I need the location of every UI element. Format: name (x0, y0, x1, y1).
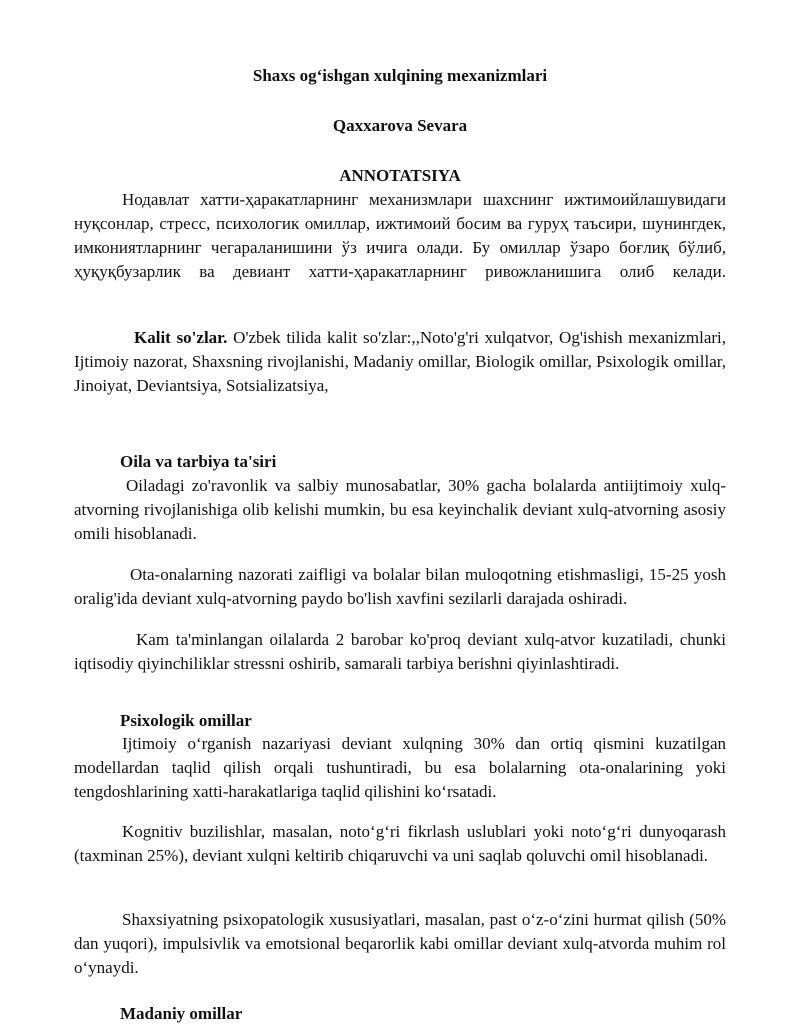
keywords-paragraph (74, 326, 726, 398)
abstract-text: Нодавлат хатти-ҳаракатларнинг механизмлари шахснинг ижтимоийлашувидаги нуқсонлар, стресс, психологик омиллар, ижтимоий босим ва гуруҳ таъсири, шунингдек, имкониятларнинг чегараланишини ўз ичига олади. Бу омиллар ўзаро боғлиқ бўлиб, ҳуқуқбузарлик ва девиант хатти-ҳаракатларнинг ривожланишига олиб келади. (74, 190, 726, 281)
paragraph-family-2: Ota-onalarning nazorati zaifligi va bolalar bilan muloqotning etishmasligi, 15-25 yosh oralig'ida deviant xulq-atvorning paydo bo'lish xavfini sezilarli darajada oshiradi. (74, 565, 726, 608)
abstract-heading: ANNOTATSIYA (339, 166, 461, 185)
paragraph-psychology-2: Kognitiv buzilishlar, masalan, noto‘g‘ri fikrlash uslublari yoki noto‘g‘ri dunyoqarash (taxminan 25%), deviant xulqni keltirib chiqaruvchi va uni saqlab qoluvchi omil hisoblanadi. (74, 822, 726, 865)
author-name: Qaxxarova Sevara (332, 116, 468, 135)
section-heading-psychology: Psixologik omillar (120, 711, 252, 730)
keywords-label: Kalit so'zlar. (134, 328, 228, 347)
paragraph-psychology-3: Shaxsiyatning psixopatologik xususiyatlari, masalan, past o‘z-o‘zini hurmat qilish (50% dan yuqori), impulsivlik va emotsional beqarorlik kabi omillar deviant xulq-atvorda muhim rol o‘ynaydi. (74, 910, 726, 977)
section-heading-culture: Madaniy omillar (120, 1004, 243, 1023)
paragraph-family-1: Oiladagi zo'ravonlik va salbiy munosabatlar, 30% gacha bolalarda antiijtimoiy xulq-atvorning rivojlanishiga olib kelishi mumkin, bu esa keyinchalik deviant xulq-atvorning asosiy omili hisoblanadi. (74, 476, 726, 543)
section-heading-family: Oila va tarbiya ta'siri (120, 452, 277, 471)
keywords-text: O'zbek tilida kalit so'zlar:,,Noto'g'ri xulqatvor, Og'ishish mexanizmlari, Ijtimoiy nazorat, Shaxsning rivojlanishi, Madaniy omillar, Biologik omillar, Psixologik omillar, Jinoiyat, Deviantsiya, Sotsializatsiya, (74, 328, 727, 395)
paragraph-psychology-1: Ijtimoiy o‘rganish nazariyasi deviant xulqning 30% dan ortiq qismini kuzatilgan modellardan taqlid qilish orqali tushuntiradi, bu esa bolalarning ota-onalarining yoki tengdoshlarining xatti-harakatlariga taqlid qilishini ko‘rsatadi. (74, 734, 726, 801)
document-title: Shaxs og‘ishgan xulqining mexanizmlari (252, 66, 548, 85)
paragraph-family-3: Kam ta'minlangan oilalarda 2 barobar ko'proq deviant xulq-atvor kuzatiladi, chunki iqtisodiy qiyinchiliklar stressni oshirib, samarali tarbiya berishni qiyinlashtiradi. (74, 630, 726, 673)
